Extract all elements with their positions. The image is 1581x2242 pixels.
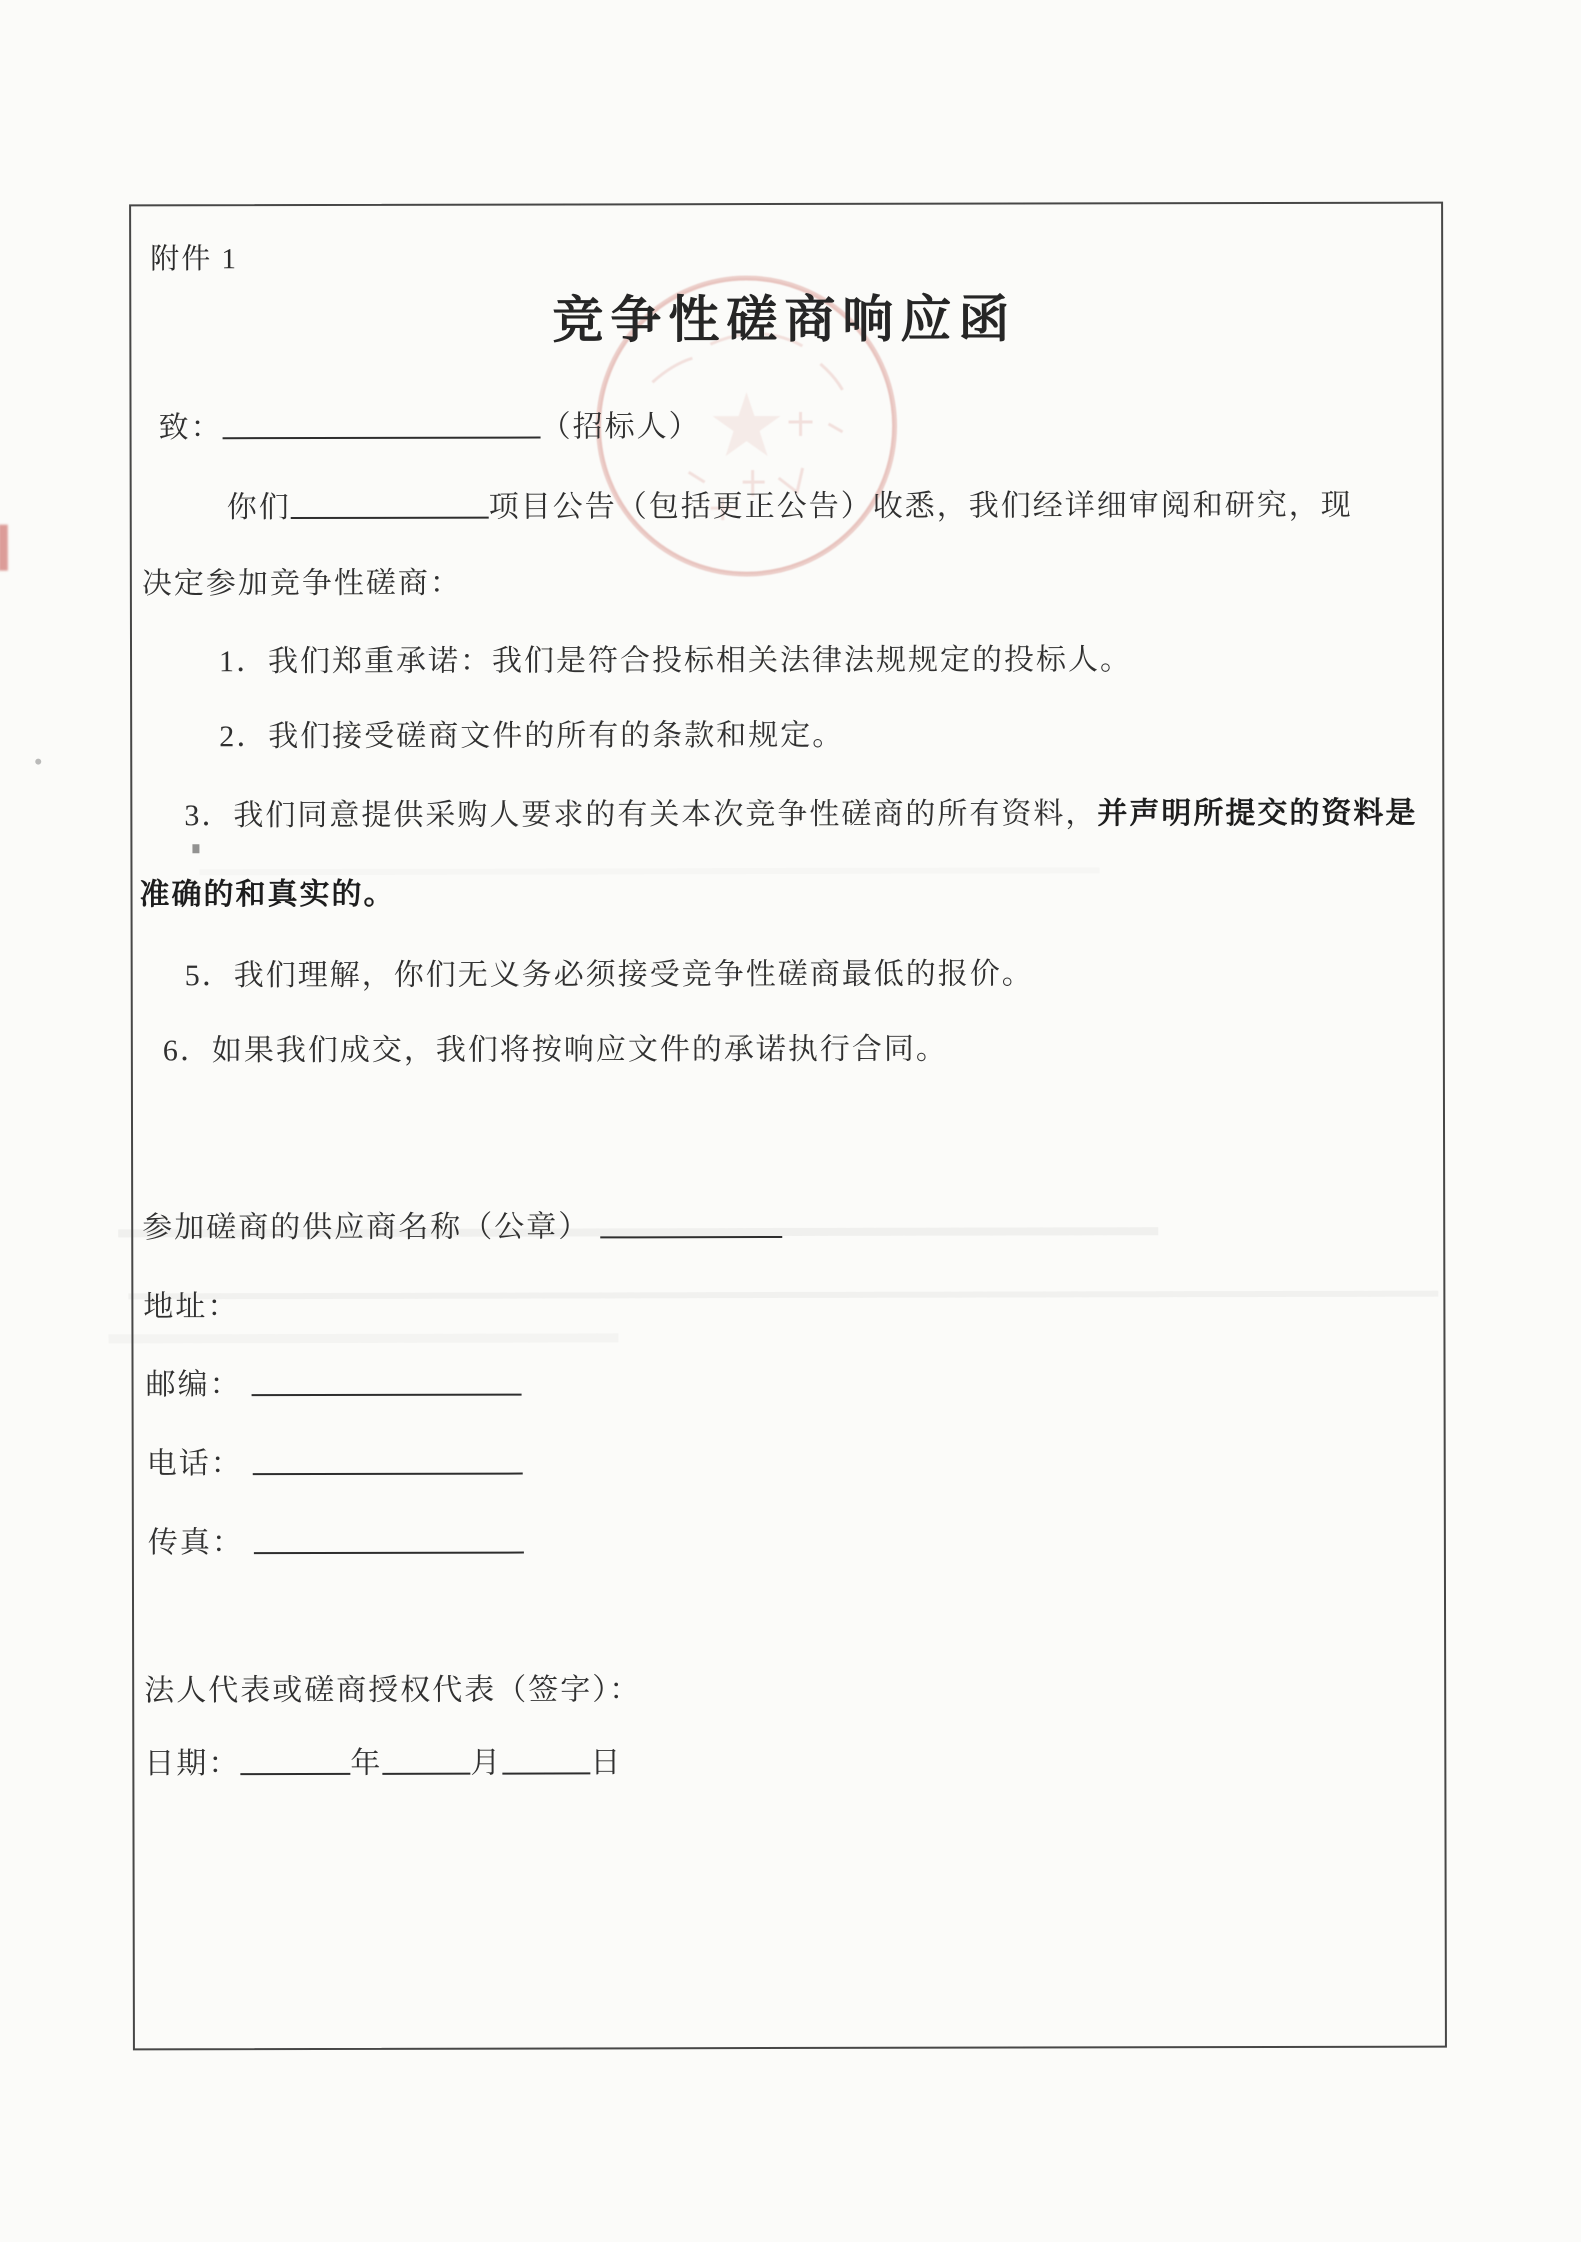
supplier-name-blank-field [600, 1206, 782, 1238]
date-line [144, 1742, 622, 1784]
date-day-blank-field [502, 1742, 590, 1774]
intro-after-blank: 项目公告（包括更正公告）收悉，我们经详细审阅和研究，现 [488, 488, 1353, 524]
date-month-blank-field [382, 1743, 470, 1775]
date-label: 日期： [144, 1747, 241, 1781]
document-title: 竞争性磋商响应函 [552, 292, 1017, 350]
list-item-3 [184, 794, 1417, 837]
address-label: 地址： [143, 1290, 240, 1324]
phone-blank-field [252, 1443, 522, 1476]
scan-speck [35, 759, 41, 765]
red-edge-smudge [0, 525, 8, 571]
date-year-blank-field [240, 1743, 350, 1775]
intro-lead: 你们 [226, 491, 291, 525]
postcode-line [146, 1364, 522, 1406]
project-name-blank-field [291, 487, 489, 519]
list-item-5: 5．我们理解，你们无义务必须接受竞争性磋商最低的报价。 [184, 957, 1034, 993]
intro-line-1 [227, 485, 1353, 528]
phone-label: 电话： [146, 1447, 243, 1481]
item3-bold-text: 并声明所提交的资料是 [1097, 796, 1418, 831]
list-item-1: 1．我们郑重承诺：我们是符合投标相关法律法规规定的投标人。 [219, 643, 1133, 679]
postcode-blank-field [251, 1364, 521, 1397]
intro-line-2: 决定参加竞争性磋商： [141, 566, 462, 601]
postcode-label: 邮编： [145, 1368, 242, 1402]
fax-blank-field [253, 1522, 523, 1555]
phone-line [147, 1443, 523, 1485]
date-year-label: 年 [350, 1746, 383, 1780]
to-suffix: （招标人） [540, 410, 701, 444]
to-label: 致： [158, 411, 223, 445]
fax-line [148, 1522, 524, 1564]
attachment-label: 附件 1 [150, 243, 238, 276]
seal-star [712, 392, 780, 456]
date-day-label: 日 [590, 1746, 623, 1780]
supplier-name-line [142, 1206, 782, 1248]
date-month-label: 月 [470, 1746, 503, 1780]
list-item-2: 2．我们接受磋商文件的所有的条款和规定。 [219, 718, 845, 754]
to-line [159, 406, 701, 448]
fax-label: 传真： [147, 1526, 244, 1560]
list-item-3-continuation: 准确的和真实的。 [139, 877, 396, 912]
to-blank-field [223, 407, 541, 440]
signature-label: 法人代表或磋商授权代表（签字）： [144, 1673, 642, 1708]
item3-normal-text: 3．我们同意提供采购人要求的有关本次竞争性磋商的所有资料， [184, 797, 1098, 833]
list-item-6: 6．如果我们成交，我们将按响应文件的承诺执行合同。 [162, 1032, 948, 1068]
supplier-name-label: 参加磋商的供应商名称（公章） [142, 1210, 591, 1245]
